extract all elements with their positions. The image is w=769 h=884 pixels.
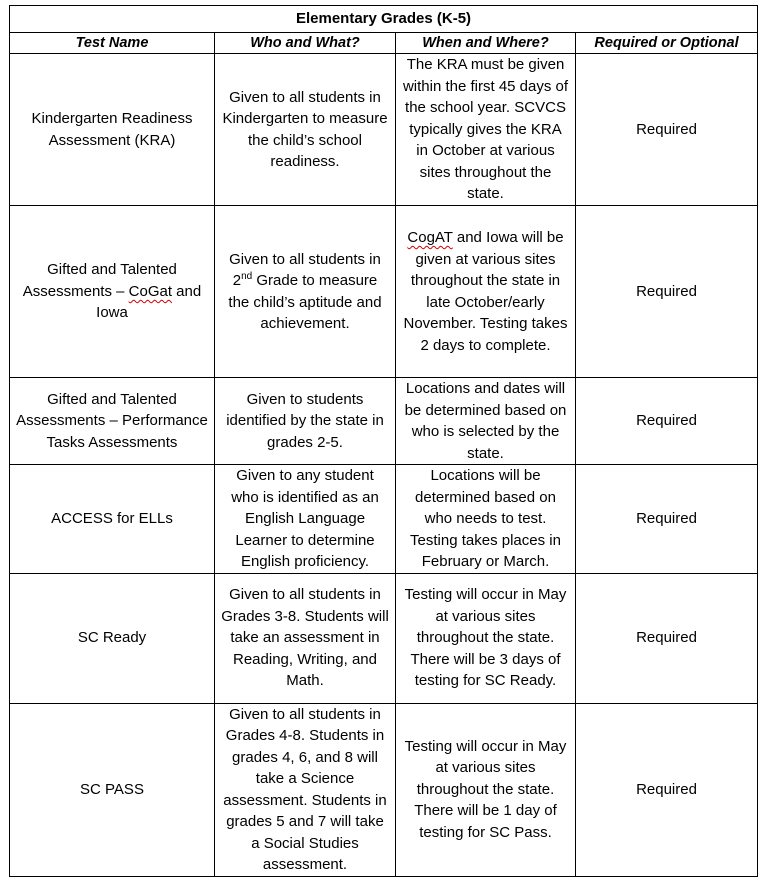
who-cell [215,465,396,574]
who-text: Given to all students in Kindergarten to measure the child’s school readiness. [222,88,388,170]
required-text: Required [636,510,697,527]
who-superscript: nd [241,271,253,282]
header-required-or-optional: Required or Optional [576,33,758,54]
when-cell [396,703,576,876]
when-text: Locations will be determined based on who needs to test. Testing takes places in February or March. [410,467,561,570]
who-cell [215,54,396,206]
when-cell [396,465,576,574]
table-row [10,573,758,703]
when-text: Locations and dates will be determined based on who is selected by the state. [404,380,567,462]
test-name-cell [10,703,215,876]
header-who-and-what: Who and What? [215,33,396,54]
when-cell [396,573,576,703]
required-cell [576,378,758,465]
test-name: Kindergarten Readiness Assessment (KRA) [31,110,193,149]
required-text: Required [636,412,697,430]
test-name: Gifted and Talented Assessments – [22,261,177,300]
who-text: Given to all students in 2 [229,250,381,289]
table-title: Elementary Grades (K-5) [10,6,758,33]
when-cell [396,206,576,378]
when-text-misspelled: CogAT [407,229,453,246]
test-name-misspelled: CoGat [128,282,173,300]
who-cell [215,206,396,378]
header-test-name: Test Name [10,33,215,54]
when-text: The KRA must be given within the first 45 days of the school year. SCVCS typically gives the KRA in October at various sites throughout the state. [402,56,569,203]
test-name-cell [10,378,215,465]
required-cell [576,703,758,876]
table-row [10,703,758,876]
who-text: Given to all students in Grades 3-8. Students will take an assessment in Reading, Writing, and Math. [221,586,389,690]
test-name-suffix: and Iowa [96,282,202,322]
test-name-cell [10,465,215,574]
when-cell [396,54,576,206]
when-cell [396,378,576,465]
header-row [10,33,758,54]
test-name: Gifted and Talented Assessments – Performance Tasks Assessments [16,390,208,451]
required-text: Required [636,120,697,138]
required-cell [576,54,758,206]
who-cell [215,378,396,465]
test-name-cell [10,206,215,378]
table-row [10,206,758,378]
assessment-table [9,5,758,877]
test-name: ACCESS for ELLs [51,510,173,527]
test-name: SC Ready [77,629,147,647]
when-text: Testing will occur in May at various sites throughout the state. There will be 3 days of testing for SC Ready. [404,586,567,690]
required-cell [576,573,758,703]
who-text: Given to all students in Grades 4-8. Students in grades 4, 6, and 8 will take a Science assessment. Students in grades 5 and 7 will take a Social Studies assessment. [223,705,387,873]
who-text: Given to any student who is identified as an English Language Learner to determine English proficiency. [231,467,379,570]
test-name: SC PASS [80,780,144,798]
required-cell [576,206,758,378]
required-text: Required [636,780,697,798]
who-cell [215,573,396,703]
who-cell [215,703,396,876]
required-text: Required [636,629,697,647]
when-text: Testing will occur in May at various sites throughout the state. There will be 1 day of testing for SC Pass. [404,737,567,841]
test-name-cell [10,573,215,703]
table-row [10,54,758,206]
who-text: Given to students identified by the state in grades 2-5. [226,390,384,451]
test-name-cell [10,54,215,206]
required-cell [576,465,758,574]
table-row [10,378,758,465]
who-text-rest: Grade to measure the child’s aptitude and achievement. [228,272,382,332]
required-text: Required [636,282,697,300]
header-when-and-where: When and Where? [396,33,576,54]
table-row [10,465,758,574]
when-text: and Iowa will be given at various sites throughout the state in late October/early November. Testing takes 2 days to complete. [403,229,568,354]
